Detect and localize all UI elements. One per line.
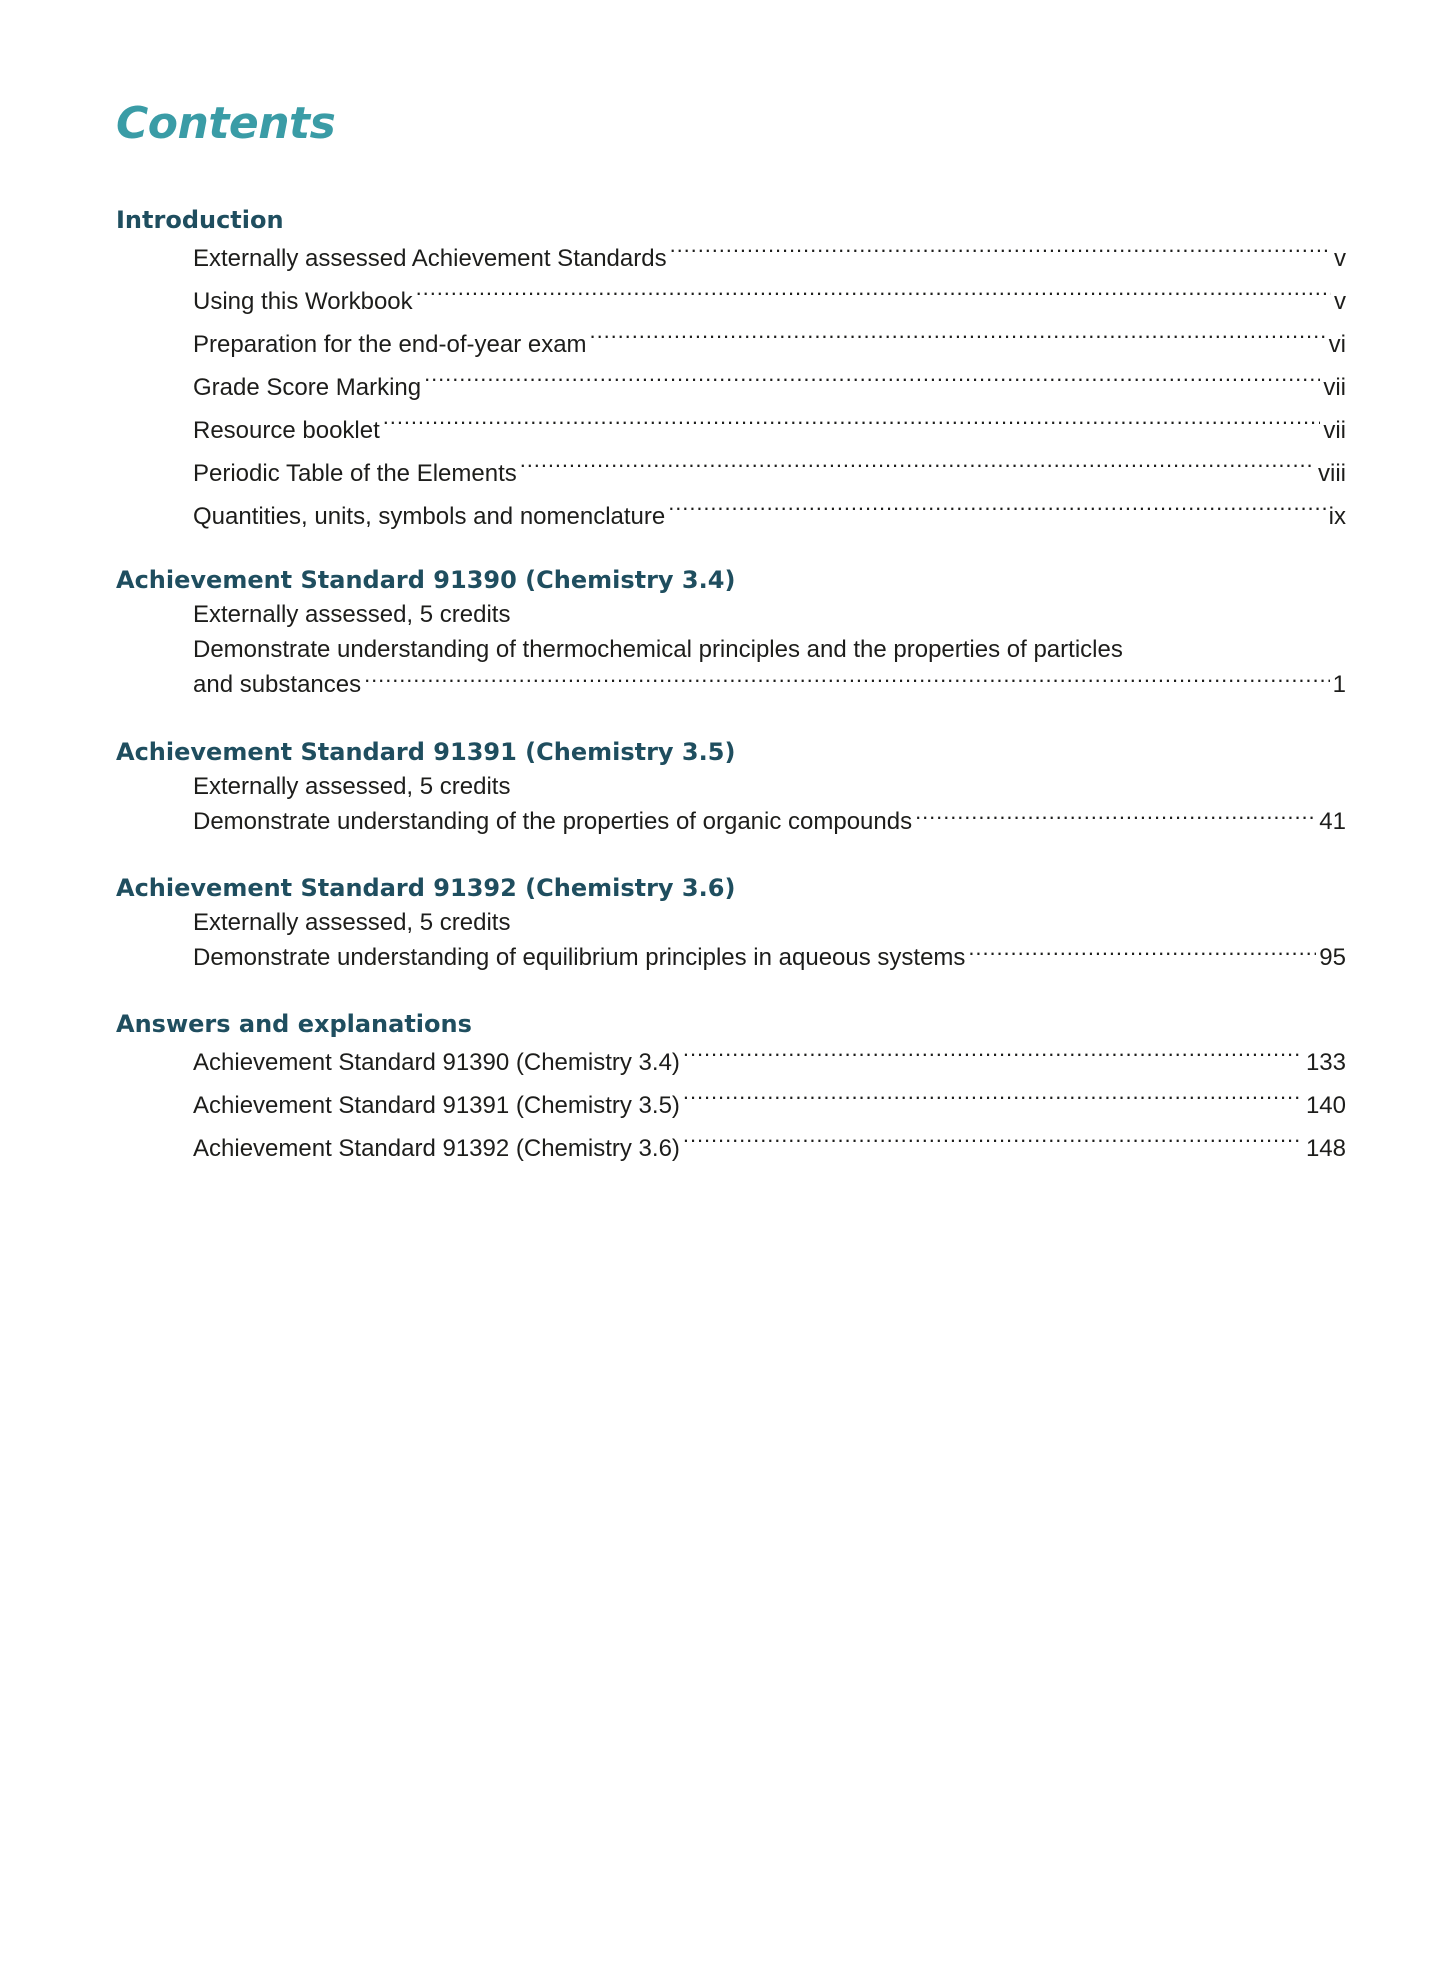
assessment-info: Externally assessed, 5 credits [193, 773, 511, 800]
toc-entry-page: 148 [1305, 1135, 1346, 1162]
toc-entry-label: Externally assessed Achievement Standards [193, 245, 667, 272]
assessment-info: Externally assessed, 5 credits [193, 601, 511, 628]
section-heading: Achievement Standard 91390 (Chemistry 3.4) [116, 566, 736, 594]
section-heading: Answers and explanations [116, 1010, 472, 1038]
toc-entry[interactable] [193, 1127, 1346, 1170]
toc-entry-label: and substances [193, 671, 362, 698]
toc-entry-page: v [1334, 288, 1346, 315]
page-title: Contents [116, 98, 336, 149]
toc-entry-page: v [1334, 245, 1346, 272]
assessment-info: Externally assessed, 5 credits [193, 909, 511, 936]
leader-dots [683, 1132, 1303, 1156]
toc-entry-label: Resource booklet [193, 417, 380, 444]
toc-entry-label: Grade Score Marking [193, 374, 422, 401]
toc-entry-label: Quantities, units, symbols and nomenclature [193, 503, 666, 530]
leader-dots [590, 328, 1326, 352]
toc-entry-page: 95 [1319, 944, 1346, 971]
toc-entry-page: vi [1328, 331, 1346, 358]
section-heading: Introduction [116, 206, 284, 234]
toc-entry-label: Achievement Standard 91392 (Chemistry 3.6) [193, 1135, 680, 1162]
toc-entry[interactable] [193, 1041, 1346, 1084]
toc-entry[interactable] [193, 495, 1346, 538]
toc-entry-label: Demonstrate understanding of equilibrium principles in aqueous systems [193, 944, 966, 971]
leader-dots [416, 285, 1331, 309]
leader-dots [915, 805, 1316, 829]
toc-entry-page: ix [1328, 503, 1346, 530]
toc-entry-page: vii [1323, 417, 1346, 444]
section-as91390 [116, 563, 1346, 702]
section-heading: Achievement Standard 91392 (Chemistry 3.6) [116, 874, 736, 902]
toc-entry-page: 1 [1332, 671, 1346, 698]
toc-entry-page: 140 [1305, 1092, 1346, 1119]
toc-entry-label: Demonstrate understanding of the properties of organic compounds [193, 808, 913, 835]
section-answers [116, 1007, 1346, 1170]
toc-entry[interactable] [193, 940, 1346, 975]
leader-dots [668, 500, 1325, 524]
leader-dots [383, 414, 1321, 438]
toc-entry-label: Achievement Standard 91391 (Chemistry 3.5) [193, 1092, 680, 1119]
leader-dots [968, 941, 1316, 965]
leader-dots [683, 1046, 1303, 1070]
toc-entry-page: vii [1323, 374, 1346, 401]
section-introduction [116, 203, 1346, 538]
section-heading: Achievement Standard 91391 (Chemistry 3.5) [116, 738, 736, 766]
toc-entry[interactable] [193, 667, 1346, 702]
section-as91392 [116, 871, 1346, 975]
toc-entry-page: viii [1318, 460, 1346, 487]
leader-dots [520, 457, 1315, 481]
leader-dots [424, 371, 1320, 395]
toc-entry-label: Achievement Standard 91390 (Chemistry 3.4) [193, 1049, 680, 1076]
toc-entry[interactable] [193, 280, 1346, 323]
section-as91391 [116, 735, 1346, 839]
toc-entry[interactable] [193, 323, 1346, 366]
leader-dots [670, 242, 1331, 266]
toc-entry-page: 133 [1305, 1049, 1346, 1076]
toc-entry[interactable] [193, 452, 1346, 495]
toc-entry-label: Preparation for the end-of-year exam [193, 331, 587, 358]
toc-entry[interactable] [193, 1084, 1346, 1127]
toc-entry-label: Periodic Table of the Elements [193, 460, 517, 487]
toc-entry[interactable] [193, 237, 1346, 280]
toc-entry[interactable] [193, 804, 1346, 839]
toc-entry[interactable] [193, 366, 1346, 409]
toc-entry-label: Using this Workbook [193, 288, 413, 315]
toc-entry-page: 41 [1319, 808, 1346, 835]
standard-description: Demonstrate understanding of thermochemical principles and the properties of particles [193, 636, 1123, 663]
toc-entry[interactable] [193, 409, 1346, 452]
leader-dots [683, 1089, 1303, 1113]
leader-dots [364, 668, 1330, 692]
